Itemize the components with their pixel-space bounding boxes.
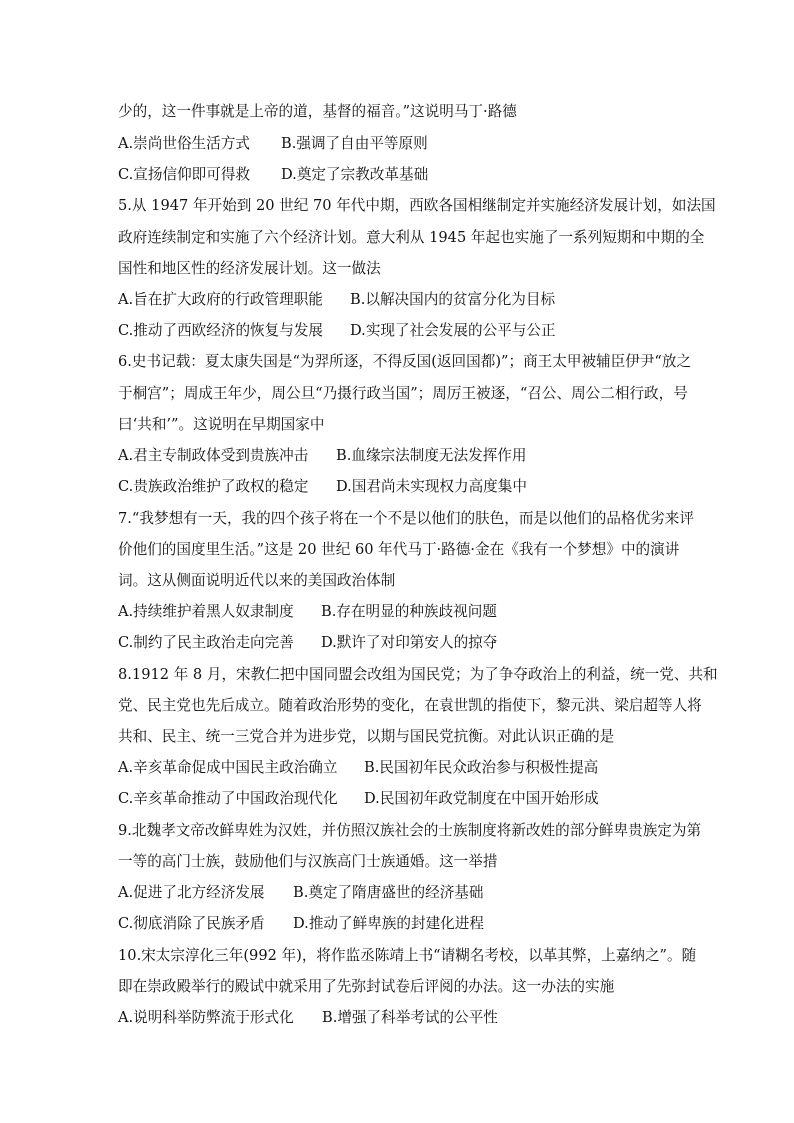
option-d: D.奠定了宗教改革基础	[281, 166, 429, 183]
option-row	[118, 446, 527, 466]
option-a: A.辛亥革命促成中国民主政治确立	[118, 759, 338, 776]
text-line: 共和、民主、统一三党合并为进步党，以期与国民党抗衡。对此认识正确的是	[118, 728, 615, 745]
text-line: 即在崇政殿举行的殿试中就采用了先弥封试卷后评阅的办法。这一办法的实施	[118, 978, 615, 995]
option-c: C.制约了民主政治走向完善	[118, 634, 294, 651]
option-d: D.推动了鲜卑族的封建化进程	[293, 915, 484, 932]
option-row	[118, 883, 484, 903]
option-row	[118, 1008, 498, 1028]
question-8-text: 8.1912 年 8 月，宋教仁把中国同盟会改组为国民党；为了争夺政治上的利益，统一党、共和	[118, 666, 718, 683]
question-6-text: 6.史书记载：夏太康失国是“为羿所逐，不得反国(返回国都)”；商王太甲被辅臣伊尹“放之	[118, 353, 692, 370]
option-row	[118, 134, 428, 154]
text-line: 政府连续制定和实施了六个经济计划。意大利从 1945 年起也实施了一系列短期和中期的全	[118, 229, 705, 246]
option-b: B.奠定了隋唐盛世的经济基础	[293, 884, 484, 901]
option-c: C.辛亥革命推动了中国政治现代化	[118, 790, 338, 807]
option-b: B.强调了自由平等原则	[281, 135, 428, 152]
question-9-text: 9.北魏孝文帝改鲜卑姓为汉姓，并仿照汉族社会的士族制度将新改姓的部分鲜卑贵族定为第	[118, 822, 702, 839]
option-a: A.持续维护着黑人奴隶制度	[118, 603, 294, 620]
option-row	[118, 165, 428, 185]
option-c: C.宣扬信仰即可得救	[118, 166, 251, 183]
option-d: D.默许了对印第安人的掠夺	[321, 634, 498, 651]
option-row	[118, 290, 555, 310]
option-b: B.以解决国内的贫富分化为目标	[350, 291, 556, 308]
option-a: A.促进了北方经济发展	[118, 884, 265, 901]
option-c: C.彻底消除了民族矛盾	[118, 915, 265, 932]
text-line: 曰‘共和’”。这说明在早期国家中	[118, 416, 325, 433]
text-line: 价他们的国度里生活。”这是 20 世纪 60 年代马丁·路德·金在《我有一个梦想》中的演讲	[118, 541, 680, 558]
text-line: 词。这从侧面说明近代以来的美国政治体制	[118, 572, 396, 589]
question-10-text: 10.宋太宗淳化三年(992 年)，将作监丞陈靖上书“请糊名考校，以革其弊，上嘉纳之”。随	[118, 947, 697, 964]
option-row	[118, 602, 497, 622]
text-line: 党、民主党也先后成立。随着政治形势的变化，在袁世凯的指使下，黎元洪、梁启超等人将	[118, 697, 702, 714]
question-5-text: 5.从 1947 年开始到 20 世纪 70 年代中期，西欧各国相继制定并实施经济发展计划，如法国	[118, 197, 716, 214]
option-a: A.君主专制政体受到贵族冲击	[118, 447, 309, 464]
option-b: B.存在明显的种族歧视问题	[321, 603, 497, 620]
text-line: 一等的高门士族，鼓励他们与汉族高门士族通婚。这一举措	[118, 853, 498, 870]
option-a: A.崇尚世俗生活方式	[118, 135, 250, 152]
option-row	[118, 477, 527, 497]
option-d: D.实现了社会发展的公平与公正	[350, 322, 556, 339]
option-c: C.贵族政治维护了政权的稳定	[118, 478, 309, 495]
option-row	[118, 914, 484, 934]
text-line: 国性和地区性的经济发展计划。这一做法	[118, 260, 381, 277]
option-row	[118, 758, 598, 778]
option-d: D.国君尚未实现权力高度集中	[336, 478, 527, 495]
question-7-text: 7.“我梦想有一天，我的四个孩子将在一个不是以他们的肤色，而是以他们的品格优劣来评	[118, 510, 694, 527]
option-b: B.民国初年民众政治参与积极性提高	[364, 759, 599, 776]
option-c: C.推动了西欧经济的恢复与发展	[118, 322, 324, 339]
option-b: B.增强了科举考试的公平性	[322, 1009, 498, 1026]
option-b: B.血缘宗法制度无法发挥作用	[336, 447, 527, 464]
text-line: 少的，这一件事就是上帝的道，基督的福音。”这说明马丁·路德	[118, 103, 517, 120]
text-line: 于桐宫”；周成王年少，周公旦“乃摄行政当国”；周厉王被逐，“召公、周公二相行政，号	[118, 385, 688, 402]
option-row	[118, 789, 599, 809]
option-a: A.说明科举防弊流于形式化	[118, 1009, 294, 1026]
option-a: A.旨在扩大政府的行政管理职能	[118, 291, 323, 308]
option-row	[118, 321, 556, 341]
option-row	[118, 633, 497, 653]
option-d: D.民国初年政党制度在中国开始形成	[364, 790, 599, 807]
